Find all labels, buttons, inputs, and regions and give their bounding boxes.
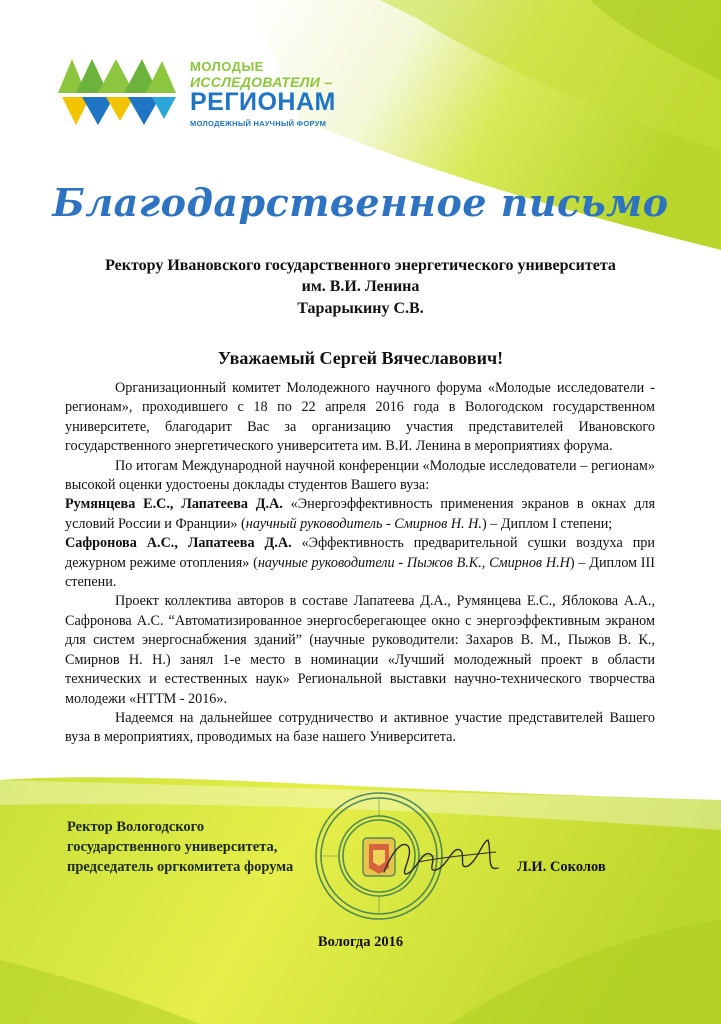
award-2-supervisor: научные руководители - Пыжов В.К., Смирнов Н.Н [257,554,570,571]
award-1-supervisor: научный руководитель - Смирнов Н. Н. [245,515,482,532]
paragraph-3: Проект коллектива авторов в составе Лапатеева Д.А., Румянцева Е.С., Яблокова А.А., Сафронова А.С. “Автоматизированное энергосберегающее окно с энергоэффективным экраном для систем энергоснабжения зданий” (научные руководители: Захаров В. М., Пыжов В. К., Смирнов Н. Н.) занял 1-е место в номинации «Лучший молодежный проект в области технических и естественных наук» Региональной выставки научно-технического творчества молодежи «НТТМ - 2016». [65,593,655,707]
award-1-authors: Румянцева Е.С., Лапатеева Д.А. [65,496,283,513]
award-1 [65,495,655,534]
letter-body [65,379,655,748]
logo-text-line3: РЕГИОНАМ [190,88,336,116]
addressee-line1: Ректору Ивановского государственного энергетического университета [105,257,616,274]
handwritten-signature-icon [378,832,503,882]
award-1-diploma: ) – Диплом I степени; [481,515,613,532]
signatory-title-line2: государственного университета, [67,839,278,855]
addressee-line3: Тарарыкину С.В. [297,300,424,317]
footer-city-year: Вологда 2016 [317,934,404,950]
paragraph-4: Надеемся на дальнейшее сотрудничество и активное участие представителей Вашего вуза в мероприятиях, проводимых на базе нашего Университета. [65,709,655,746]
signatory-title-line3: председатель оргкомитета форума [67,859,294,875]
paragraph-2: По итогам Международной научной конференции «Молодые исследователи – регионам» высокой оценки удостоены доклады студентов Вашего вуза: [65,457,655,494]
award-2-diploma: ) – Диплом III степени. [65,554,655,591]
paragraph-1: Организационный комитет Молодежного научного форума «Молодые исследователи - регионам», проходившего с 18 по 22 апреля 2016 года в Вологодском государственном университете, благодарит Вас за организацию участия представителей Ивановского государственного энергетического университета им. В.И. Ленина в мероприятиях форума. [65,380,655,455]
logo-subtitle: МОЛОДЕЖНЫЙ НАУЧНЫЙ ФОРУМ [190,119,327,128]
document-title: Благодарственное письмо [52,180,669,225]
addressee-line2: им. В.И. Ленина [301,278,420,295]
award-1-text: «Энергоэффективность применения экранов в окнах для условий России и Франции» ( [65,496,655,532]
award-2-text: «Эффективность предварительной сушки воздуха при дежурном режиме отопления» ( [65,535,655,571]
award-2 [65,534,655,592]
award-2-authors: Сафронова А.С., Лапатеева Д.А. [65,535,292,552]
greeting: Уважаемый Сергей Вячеславович! [217,348,504,368]
logo-text-line2: ИССЛЕДОВАТЕЛИ – [190,74,333,90]
forum-logo-icon [58,55,178,125]
signatory-name: Л.И. Соколов [517,859,606,875]
signatory-title-line1: Ректор Вологодского [67,819,205,835]
logo-text-line1: МОЛОДЫЕ [190,59,264,74]
